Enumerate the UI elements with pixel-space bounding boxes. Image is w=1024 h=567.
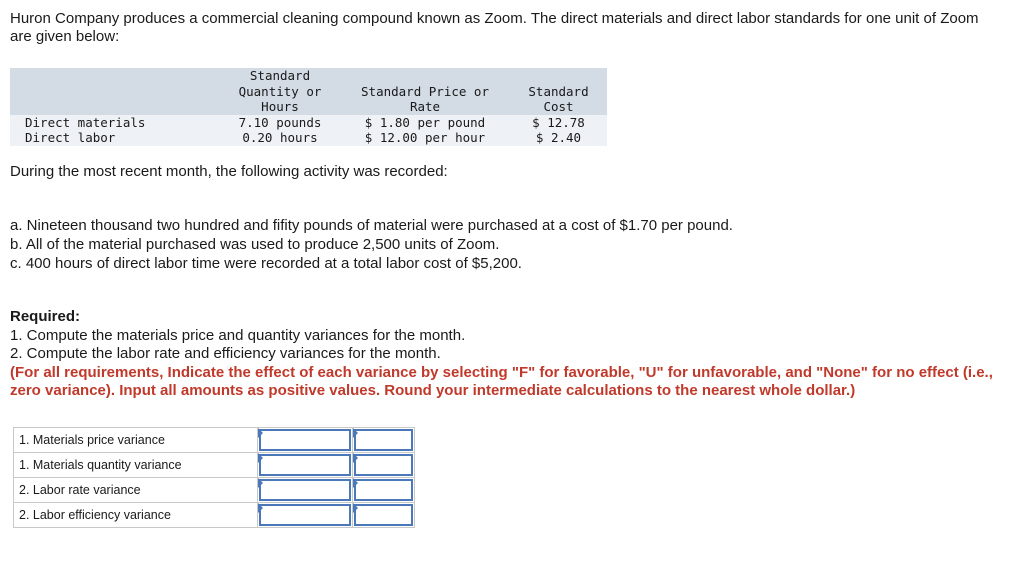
standard-cost: $ 12.78: [510, 115, 607, 131]
dropdown-marker-icon: [353, 428, 358, 438]
amount-input-box[interactable]: [259, 454, 351, 476]
amount-input[interactable]: [258, 453, 353, 478]
activity-item: c. 400 hours of direct labor time were recorded at a total labor cost of $5,200.: [10, 255, 522, 272]
standard-quantity: 0.20 hours: [220, 130, 340, 146]
required-heading: Required:: [10, 308, 81, 325]
header-quantity: [220, 68, 340, 115]
dropdown-marker-icon: [258, 478, 263, 488]
row-label: Direct materials: [10, 115, 220, 131]
header-price-line: Standard Price or: [361, 83, 489, 99]
answer-row: [14, 503, 415, 528]
answer-row-label: 2. Labor rate variance: [14, 478, 258, 503]
dropdown-marker-icon: [353, 453, 358, 463]
header-quantity-line: Hours: [261, 99, 299, 114]
header-quantity-line: Quantity or: [238, 83, 322, 99]
dropdown-marker-icon: [353, 478, 358, 488]
standard-price: $ 12.00 per hour: [340, 130, 510, 146]
header-price: [340, 68, 510, 115]
amount-input[interactable]: [258, 478, 353, 503]
instructions: (For all requirements, Indicate the effect of each variance by selecting "F" for favorable, "U" for unfavorable, and "None" for no effect (i.e., zero variance). Input all amounts as positive values. Round your intermediate calculations to the nearest whole dollar.): [10, 363, 993, 399]
row-label: Direct labor: [10, 130, 220, 146]
required-item: 2. Compute the labor rate and efficiency variances for the month.: [10, 345, 441, 362]
answer-row: [14, 453, 415, 478]
standard-quantity: 7.10 pounds: [220, 115, 340, 131]
dropdown-marker-icon: [353, 503, 358, 513]
effect-select-box[interactable]: [354, 479, 413, 501]
effect-select[interactable]: [353, 503, 415, 528]
header-blank: [10, 68, 220, 115]
required-item: 1. Compute the materials price and quantity variances for the month.: [10, 326, 466, 344]
standards-row-materials: [10, 115, 607, 131]
dropdown-marker-icon: [258, 503, 263, 513]
activity-lead: During the most recent month, the following activity was recorded:: [10, 163, 448, 180]
standards-row-labor: [10, 130, 607, 146]
amount-input-box[interactable]: [259, 429, 351, 451]
effect-select[interactable]: [353, 453, 415, 478]
standards-table: [10, 68, 607, 146]
dropdown-marker-icon: [258, 428, 263, 438]
header-quantity-line: Standard: [249, 68, 311, 83]
standard-price: $ 1.80 per pound: [340, 115, 510, 131]
activity-item: b. All of the material purchased was used to produce 2,500 units of Zoom.: [10, 236, 500, 253]
header-cost-line: Cost: [543, 99, 574, 114]
standard-cost: $ 2.40: [510, 130, 607, 146]
amount-input-box[interactable]: [259, 504, 351, 526]
effect-select[interactable]: [353, 478, 415, 503]
answer-row: [14, 478, 415, 503]
answer-row: [14, 428, 415, 453]
problem-intro: Huron Company produces a commercial cleaning compound known as Zoom. The direct materials and direct labor standards for one unit of Zoom are given below:: [10, 10, 979, 45]
answer-table: [13, 427, 415, 528]
answer-row-label: 1. Materials price variance: [14, 428, 258, 453]
standards-header-row: [10, 68, 607, 115]
amount-input-box[interactable]: [259, 479, 351, 501]
effect-select-box[interactable]: [354, 454, 413, 476]
required-section: [10, 308, 1000, 401]
effect-select-box[interactable]: [354, 504, 413, 526]
activity-item: a. Nineteen thousand two hundred and fifity pounds of material were purchased at a cost of $1.70 per pound.: [10, 217, 733, 234]
dropdown-marker-icon: [258, 453, 263, 463]
activity-list: [10, 216, 733, 273]
answer-row-label: 2. Labor efficiency variance: [14, 503, 258, 528]
effect-select-box[interactable]: [354, 429, 413, 451]
answer-row-label: 1. Materials quantity variance: [14, 453, 258, 478]
amount-input[interactable]: [258, 503, 353, 528]
header-cost-line: Standard: [528, 83, 589, 99]
header-price-line: Rate: [409, 99, 441, 114]
amount-input[interactable]: [258, 428, 353, 453]
header-cost: [510, 68, 607, 115]
effect-select[interactable]: [353, 428, 415, 453]
